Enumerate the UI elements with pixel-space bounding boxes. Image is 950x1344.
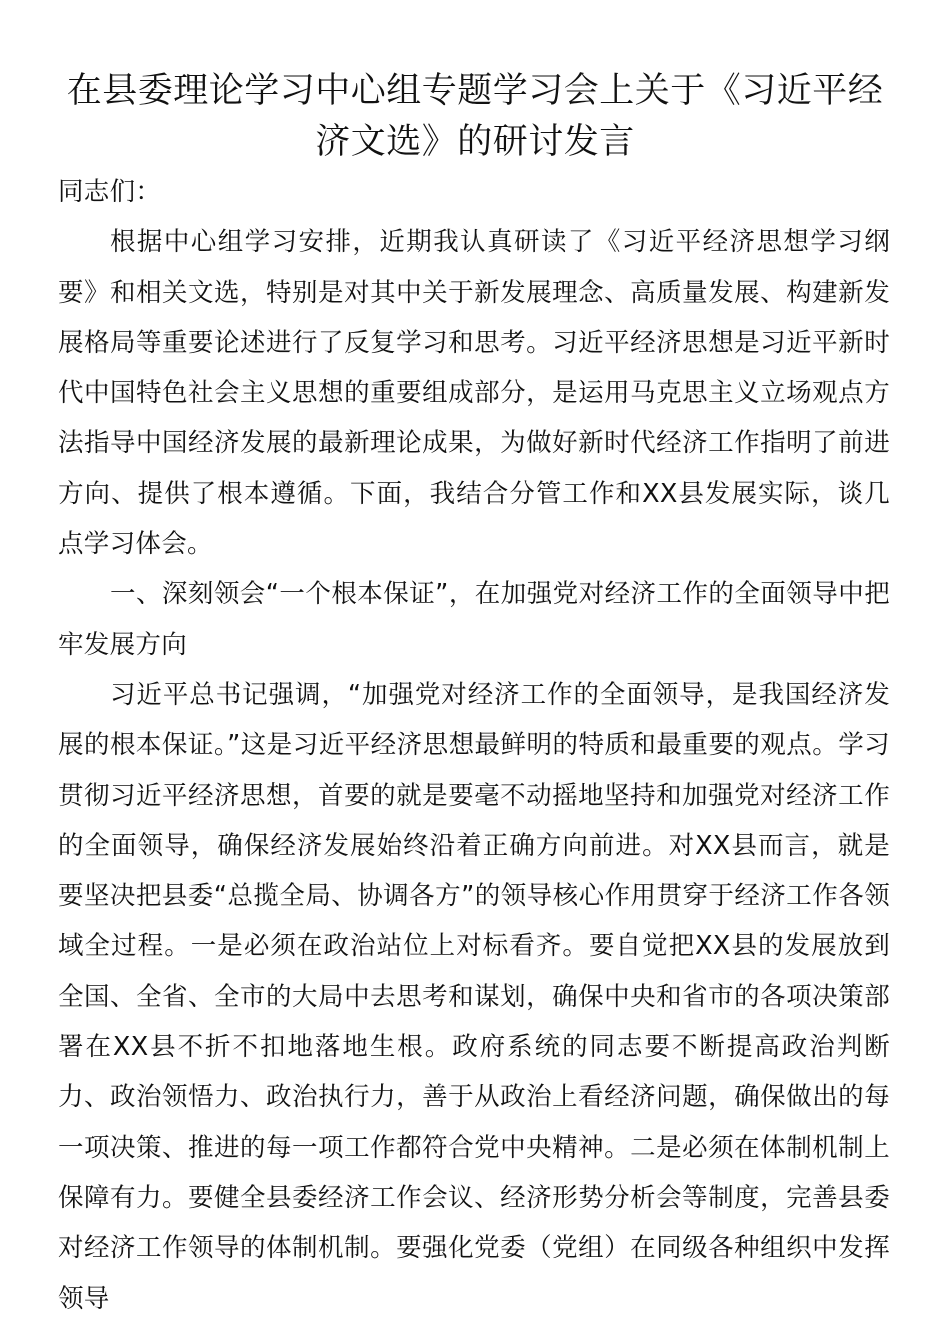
document-body: [58, 167, 890, 1324]
salutation: 同志们：: [58, 177, 162, 207]
document-title: 在县委理论学习中心组专题学习会上关于《习近平经济文选》的研讨发言: [66, 71, 884, 162]
section-heading-1: 一、深刻领会“一个根本保证”，在加强党对经济工作的全面领导中把牢发展方向: [58, 579, 890, 660]
paragraph-intro: 根据中心组学习安排，近期我认真研读了《习近平经济思想学习纲要》和相关文选，特别是对其中关于新发展理念、高质量发展、构建新发展格局等重要论述进行了反复学习和思考。习近平经济思想是习近平新时代中国特色社会主义思想的重要组成部分，是运用马克思主义立场观点方法指导中国经济发展的最新理论成果，为做好新时代经济工作指明了前进方向、提供了根本遵循。下面，我结合分管工作和XX县发展实际，谈几点学习体会。: [58, 227, 890, 560]
paragraph-section-1: 习近平总书记强调，“加强党对经济工作的全面领导，是我国经济发展的根本保证。”这是习近平经济思想最鲜明的特质和最重要的观点。学习贯彻习近平经济思想，首要的就是要毫不动摇地坚持和加强党对经济工作的全面领导，确保经济发展始终沿着正确方向前进。对XX县而言，就是要坚决把县委“总揽全局、协调各方”的领导核心作用贯穿于经济工作各领域全过程。一是必须在政治站位上对标看齐。要自觉把XX县的发展放到全国、全省、全市的大局中去思考和谋划，确保中央和省市的各项决策部署在XX县不折不扣地落地生根。政府系统的同志要不断提高政治判断力、政治领悟力、政治执行力，善于从政治上看经济问题，确保做出的每一项决策、推进的每一项工作都符合党中央精神。二是必须在体制机制上保障有力。要健全县委经济工作会议、经济形势分析会等制度，完善县委对经济工作领导的体制机制。要强化党委（党组）在同级各种组织中发挥领导: [58, 679, 890, 1314]
